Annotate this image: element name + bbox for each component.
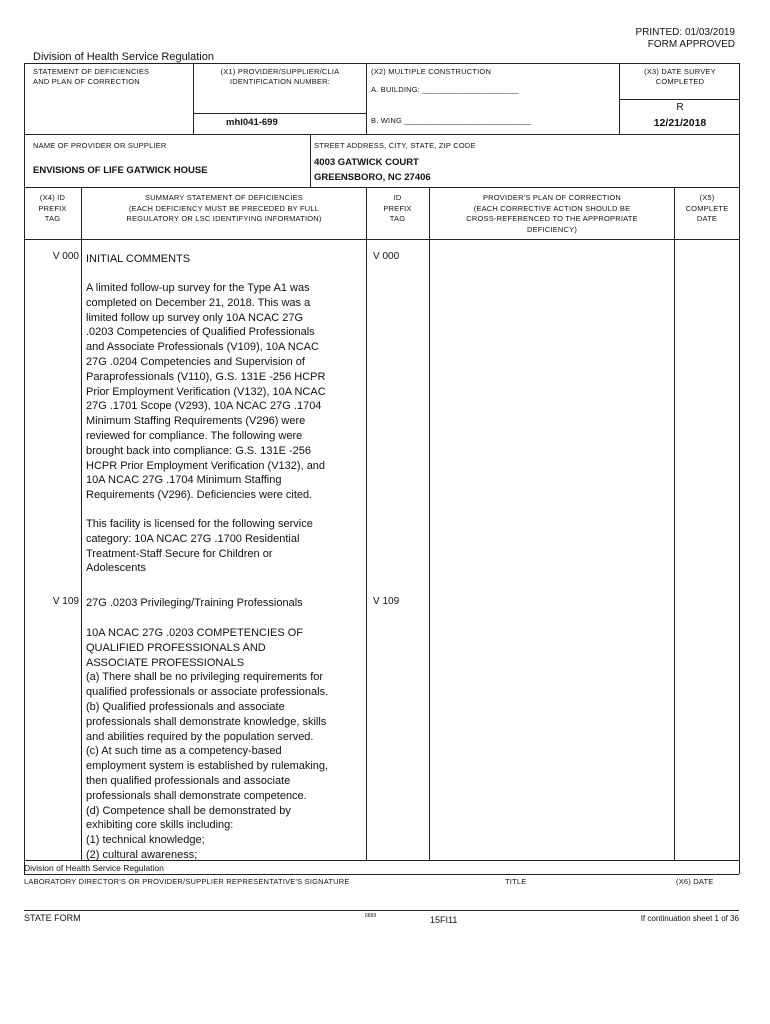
entry-tag: V 109 [52,596,79,607]
provider-name-label: NAME OF PROVIDER OR SUPPLIER [33,141,167,150]
street-address: 4003 GATWICK COURT [314,157,419,168]
division-title: Division of Health Service Regulation [33,51,214,63]
entry-paragraph: 10A NCAC 27G .0203 COMPETENCIES OF QUALIFIED PROFESSIONALS AND ASSOCIATE PROFESSIONALS (a) There shall be no privileging requirements for qualified professionals or associate professionals. (b) Qualified professionals and associate professionals shall demonstrate knowledge, skills and abilities required by the population served. (c) At such time as a competency-based employment system is established by rulemaking, then qualified professionals and associate professionals shall demonstrate competence. (d) Competence shall be demonstrated by exhibiting core skills including: (1) technical knowledge; (2) cultural awareness; [86,627,329,861]
x2-label: (X2) MULTIPLE CONSTRUCTION [371,67,492,76]
col-id-header: ID PREFIX TAG [383,193,412,223]
address-label: STREET ADDRESS, CITY, STATE, ZIP CODE [314,141,476,150]
statement-label: STATEMENT OF DEFICIENCIES AND PLAN OF CORRECTION [33,67,150,86]
entry-title: 27G .0203 Privileging/Training Professionals [86,597,303,609]
provider-id-number: mhl041-699 [226,117,278,128]
entry-paragraph: A limited follow-up survey for the Type A1 was completed on December 21, 2018. This was a limited follow up survey only 10A NCAC 27G .0203 Competencies of Qualified Professionals and Associate Professionals (V109), 10A NCAC 27G .0204 Competencies and Supervision of Paraprofessionals (V110), G.S. 131E -256 HCPR Prior Employment Verification (V132), 10A NCAC 27G .1701 Scope (V293), 10A NCAC 27G .1704 Minimum Staffing Requirements (V296) were reviewed for compliance. The following were brought back into compliance: G.S. 131E -256 HCPR Prior Employment Verification (V132), and 10A NCAC 27G .1704 Minimum Staffing Requirements (V296). Deficiencies were cited. [86,282,326,502]
x1-label: (X1) PROVIDER/SUPPLIER/CLIA IDENTIFICATION NUMBER: [220,67,340,86]
continuation-sheet: If continuation sheet 1 of 36 [640,914,739,923]
x6-date-label: (X6) DATE [676,877,714,886]
entry-tag: V 000 [52,251,79,262]
x3-label: (X3) DATE SURVEY COMPLETED [644,67,716,86]
entry-id-tag: V 109 [373,596,400,607]
col-plan-header: PROVIDER'S PLAN OF CORRECTION (EACH CORRECTIVE ACTION SHOULD BE CROSS-REFERENCED TO THE APPROPRIATE DEFICIENCY) [466,193,638,234]
form-id: 15FI11 [430,915,458,925]
survey-completed-date: 12/21/2018 [653,117,707,129]
state-form-label: STATE FORM [24,913,81,923]
col-x5-header: (X5) COMPLETE DATE [685,193,729,223]
entry-title: INITIAL COMMENTS [86,253,191,265]
signature-label: LABORATORY DIRECTOR'S OR PROVIDER/SUPPLIER REPRESENTATIVE'S SIGNATURE [24,877,350,886]
provider-name: ENVISIONS OF LIFE GATWICK HOUSE [33,165,208,176]
entry-paragraph: This facility is licensed for the following service category: 10A NCAC 27G .1700 Residential Treatment-Staff Secure for Children or Adolescents [86,518,313,575]
col-summary-header: SUMMARY STATEMENT OF DEFICIENCIES (EACH DEFICIENCY MUST BE PRECEDED BY FULL REGULATORY OR LSC IDENTIFYING INFORMATION) [126,193,322,223]
form-code: 6899 [365,913,377,919]
building-field: A. BUILDING: ______________________ [371,85,519,94]
title-label: TITLE [505,877,527,886]
form-approved: FORM APPROVED [647,39,735,50]
survey-type-letter: R [676,102,684,113]
printed-date: PRINTED: 01/03/2019 [635,27,735,38]
col-x4-header: (X4) ID PREFIX TAG [38,193,67,223]
city-state-zip: GREENSBORO, NC 27406 [314,172,431,183]
entry-id-tag: V 000 [373,251,400,262]
footer-division: Division of Health Service Regulation [24,863,164,873]
wing-field: B. WING _____________________________ [371,116,532,125]
